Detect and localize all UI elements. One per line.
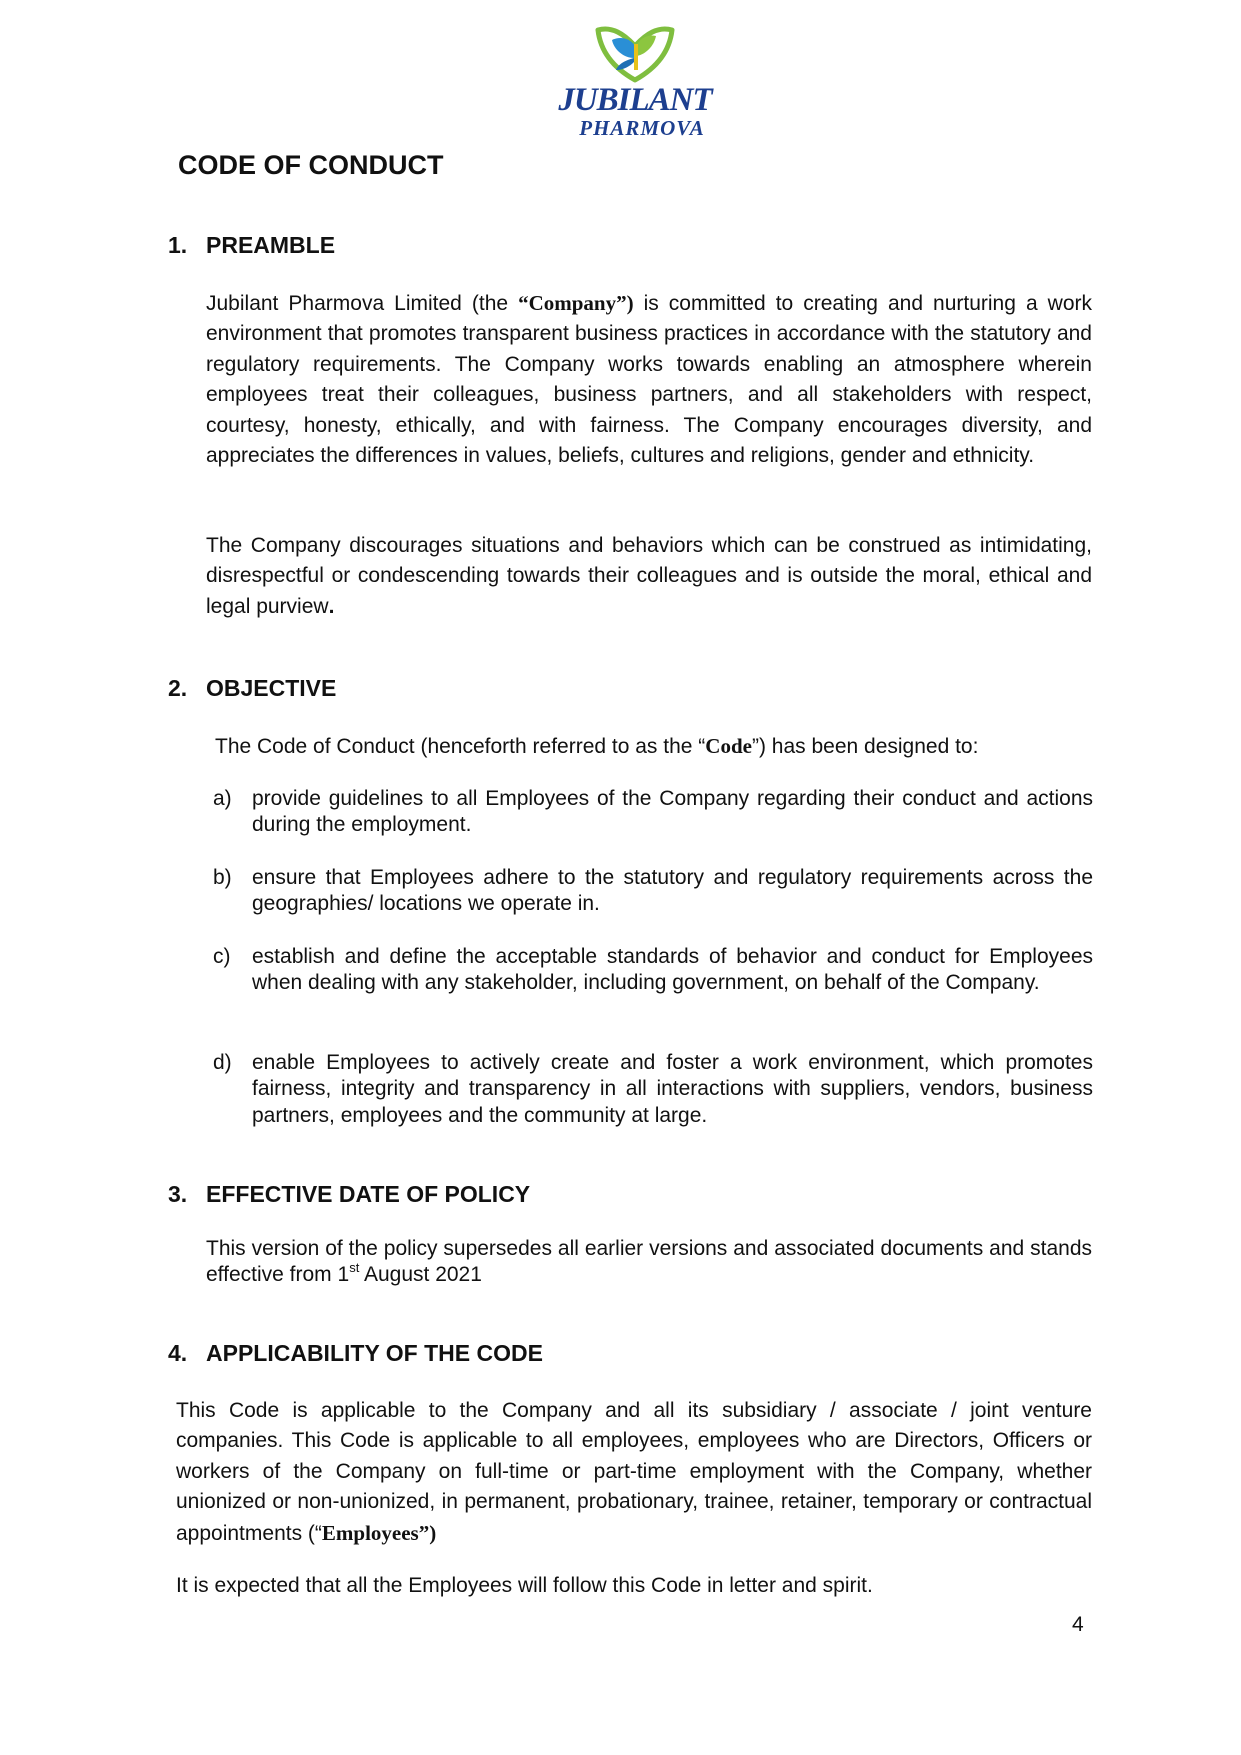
section-heading-objective xyxy=(168,675,336,702)
section-heading-effective-date xyxy=(168,1181,530,1208)
document-title: CODE OF CONDUCT xyxy=(178,150,444,180)
objective-item xyxy=(213,1050,1093,1129)
applicability-paragraph-1: This Code is applicable to the Company and all its subsidiary / associate / joint venture companies. This Code is applicable to all employees, employees who are Directors, Officers or workers of the Company on full-time or part-time employment with the Company, whether unionized or non-unionized, in permanent, probationary, trainee, retainer, temporary or contractual appointments (“Employees”) xyxy=(176,1399,1092,1545)
objective-intro: The Code of Conduct (henceforth referred to as the “Code”) has been designed to: xyxy=(215,734,979,758)
objective-item xyxy=(213,944,1093,997)
ordinal-suffix: st xyxy=(349,1260,360,1276)
list-item-text: enable Employees to actively create and foster a work environment, which promotes fairness, integrity and transparency in all interactions with suppliers, vendors, business partners, employees and the community at large. xyxy=(252,1051,1093,1127)
logo-text-pharmova: PHARMOVA xyxy=(579,116,705,140)
logo-text-jubilant: JUBILANT xyxy=(558,82,712,118)
butterfly-icon xyxy=(590,24,680,84)
section-title: PREAMBLE xyxy=(206,232,336,258)
section-heading-applicability xyxy=(168,1340,543,1367)
list-item-text: establish and define the acceptable standards of behavior and conduct for Employees when dealing with any stakeholder, including government, on behalf of the Company. xyxy=(252,945,1093,995)
section-title: APPLICABILITY OF THE CODE xyxy=(206,1340,543,1366)
company-defined-term: “Company”) xyxy=(518,291,634,315)
section-title: OBJECTIVE xyxy=(206,675,337,701)
list-item-text: provide guidelines to all Employees of the Company regarding their conduct and actions during the employment. xyxy=(252,787,1093,837)
company-logo xyxy=(556,24,714,142)
preamble-paragraph-2: The Company discourages situations and behaviors which can be construed as intimidating, disrespectful or condescending towards their colleagues and is outside the moral, ethical and legal purview. xyxy=(206,534,1092,618)
list-item-text: ensure that Employees adhere to the statutory and regulatory requirements across the geographies/ locations we operate in. xyxy=(252,866,1093,916)
objective-item xyxy=(213,865,1093,918)
list-marker: b) xyxy=(213,866,232,889)
preamble-paragraph-1: Jubilant Pharmova Limited (the “Company”) is committed to creating and nurturing a work environment that promotes transparent business practices in accordance with the statutory and regulatory requirements. The Company works towards enabling an atmosphere wherein employees treat their colleagues, business partners, and all stakeholders with respect, courtesy, honesty, ethically, and with fairness. The Company encourages diversity, and appreciates the differences in values, beliefs, cultures and religions, gender and ethnicity. xyxy=(206,291,1092,468)
employees-defined-term: Employees”) xyxy=(321,1520,437,1545)
applicability-paragraph-2: It is expected that all the Employees will follow this Code in letter and spirit. xyxy=(176,1574,873,1597)
objective-item xyxy=(213,786,1093,839)
effective-date-paragraph: This version of the policy supersedes all earlier versions and associated documents and stands effective from 1st August 2021 xyxy=(206,1237,1092,1287)
section-heading-preamble xyxy=(168,232,335,259)
list-marker: d) xyxy=(213,1051,232,1074)
code-defined-term: Code xyxy=(705,734,752,758)
section-number: 3. xyxy=(168,1181,188,1207)
list-marker: c) xyxy=(213,945,231,968)
section-title: EFFECTIVE DATE OF POLICY xyxy=(206,1181,531,1207)
section-number: 2. xyxy=(168,675,188,701)
section-number: 4. xyxy=(168,1340,188,1366)
section-number: 1. xyxy=(168,232,188,258)
list-marker: a) xyxy=(213,787,232,810)
page-number: 4 xyxy=(1072,1613,1084,1636)
